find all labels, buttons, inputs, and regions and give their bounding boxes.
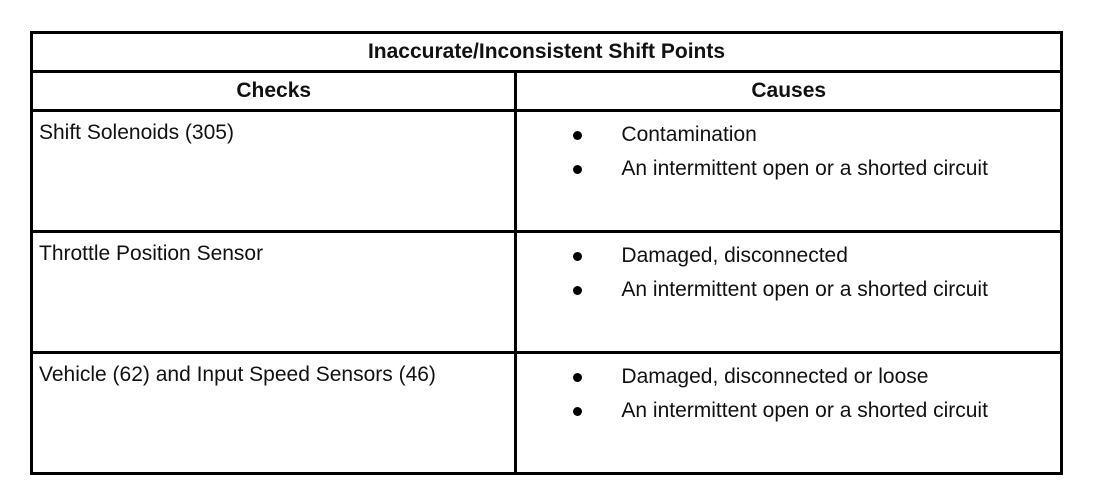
cause-text: An intermittent open or a shorted circuit [621,399,988,422]
causes-list [517,360,1060,428]
diagnostic-table-container [30,31,1063,475]
check-cell: Throttle Position Sensor [32,232,516,353]
cause-text: An intermittent open or a shorted circuit [621,157,988,180]
cause-text: Contamination [621,123,757,146]
causes-list [517,239,1060,307]
table-row [32,353,1062,474]
checks-header: Checks [32,72,516,111]
causes-cell [516,353,1062,474]
bullet-icon [573,373,582,382]
cause-item [517,118,1060,152]
causes-cell [516,232,1062,353]
bullet-icon [573,286,582,295]
cause-text: Damaged, disconnected or loose [621,365,929,388]
cause-item [517,394,1060,428]
table-row [32,232,1062,353]
table-row [32,111,1062,232]
header-row [32,72,1062,111]
title-row [32,33,1062,72]
table-title: Inaccurate/Inconsistent Shift Points [32,33,1062,72]
causes-list [517,118,1060,186]
cause-text: An intermittent open or a shorted circuit [621,278,988,301]
cause-item [517,152,1060,186]
bullet-icon [573,252,582,261]
bullet-icon [573,165,582,174]
bullet-icon [573,407,582,416]
cause-item [517,273,1060,307]
diagnostic-table [30,31,1063,475]
cause-item [517,239,1060,273]
causes-cell [516,111,1062,232]
causes-header: Causes [516,72,1062,111]
bullet-icon [573,131,582,140]
cause-item [517,360,1060,394]
cause-text: Damaged, disconnected [621,244,848,267]
check-cell: Vehicle (62) and Input Speed Sensors (46) [32,353,516,474]
check-cell: Shift Solenoids (305) [32,111,516,232]
